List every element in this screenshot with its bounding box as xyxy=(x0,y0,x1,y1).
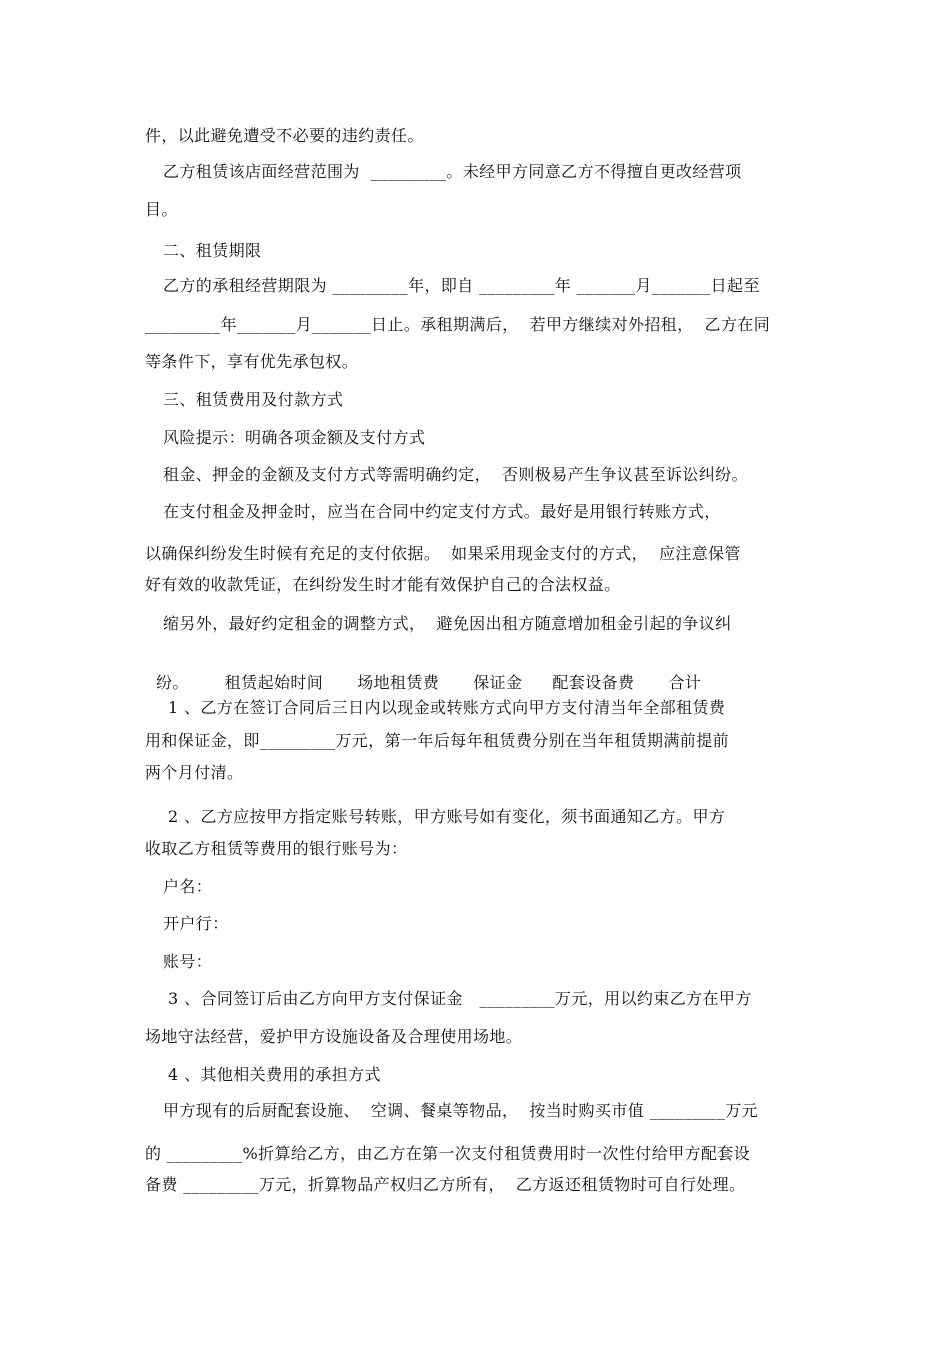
text-line: 的 _________%折算给乙方，由乙方在第一次支付租赁费用时一次性付给甲方配套设 xyxy=(145,1144,751,1163)
clause-3: 3 、合同签订后由乙方向甲方支付保证金 _________万元，用以约束乙方在甲方 xyxy=(168,989,752,1008)
account-number-label: 账号： xyxy=(163,952,213,971)
text-line: 在支付租金及押金时，应当在合同中约定支付方式。最好是用银行转账方式， xyxy=(163,502,721,521)
text-line: 件，以此避免遭受不必要的违约责任。 xyxy=(145,126,424,145)
text-fragment: 纷。 xyxy=(155,673,189,692)
text-line: 场地守法经营，爱护甲方设施设备及合理使用场地。 xyxy=(145,1027,523,1046)
text-line: 目。 xyxy=(145,200,178,219)
text-line: 乙方租赁该店面经营范围为 _________。未经甲方同意乙方不得擅自更改经营项 xyxy=(163,162,742,181)
text-line: 用和保证金，即_________万元，第一年后每年租赁费分别在当年租赁期满前提前 xyxy=(145,731,730,750)
text-line: 以确保纠纷发生时候有充足的支付依据。 如果采用现金支付的方式， 应注意保管 xyxy=(145,544,741,563)
text-line: 缩另外，最好约定租金的调整方式， 避免因出租方随意增加租金引起的争议纠 xyxy=(163,614,732,633)
bank-label: 开户行： xyxy=(163,914,229,933)
table-header-cell: 租赁起始时间 xyxy=(224,673,324,692)
section-heading-fees: 三、租赁费用及付款方式 xyxy=(163,390,344,409)
text-line: 两个月付清。 xyxy=(145,763,244,782)
text-line: 租金、押金的金额及支付方式等需明确约定， 否则极易产生争议甚至诉讼纠纷。 xyxy=(163,465,748,484)
clause-2: 2 、乙方应按甲方指定账号转账，甲方账号如有变化，须书面通知乙方。甲方 xyxy=(168,807,726,826)
table-header-row xyxy=(145,650,701,694)
clause-4: 4 、其他相关费用的承担方式 xyxy=(168,1065,381,1084)
text-line: 好有效的收款凭证，在纠纷发生时才能有效保护自己的合法权益。 xyxy=(145,575,621,594)
risk-note: 风险提示：明确各项金额及支付方式 xyxy=(163,428,426,447)
text-line: 收取乙方租赁等费用的银行账号为： xyxy=(145,839,408,858)
section-heading-lease-term: 二、租赁期限 xyxy=(163,241,262,260)
table-header-cell: 保证金 xyxy=(473,673,523,692)
table-header-cell: 配套设备费 xyxy=(552,673,635,692)
text-line: 备费 _________万元，折算物品产权归乙方所有， 乙方返还租赁物时可自行处理。 xyxy=(145,1175,746,1194)
text-line: 甲方现有的后厨配套设施、 空调、餐桌等物品， 按当时购买市值 _________万元 xyxy=(163,1101,759,1120)
table-header-cell: 合计 xyxy=(668,673,702,692)
text-line: 乙方的承租经营期限为 _________年，即自 _________年 _______月_______日起至 xyxy=(163,276,760,295)
text-line: _________年_______月_______日止。承租期满后， 若甲方继续对外招租， 乙方在同 xyxy=(145,315,771,334)
text-line: 等条件下，享有优先承包权。 xyxy=(145,352,359,371)
account-name-label: 户名： xyxy=(163,877,213,896)
clause-1: 1 、乙方在签订合同后三日内以现金或转账方式向甲方支付清当年全部租赁费 xyxy=(168,698,726,717)
table-header-cell: 场地租赁费 xyxy=(357,673,440,692)
